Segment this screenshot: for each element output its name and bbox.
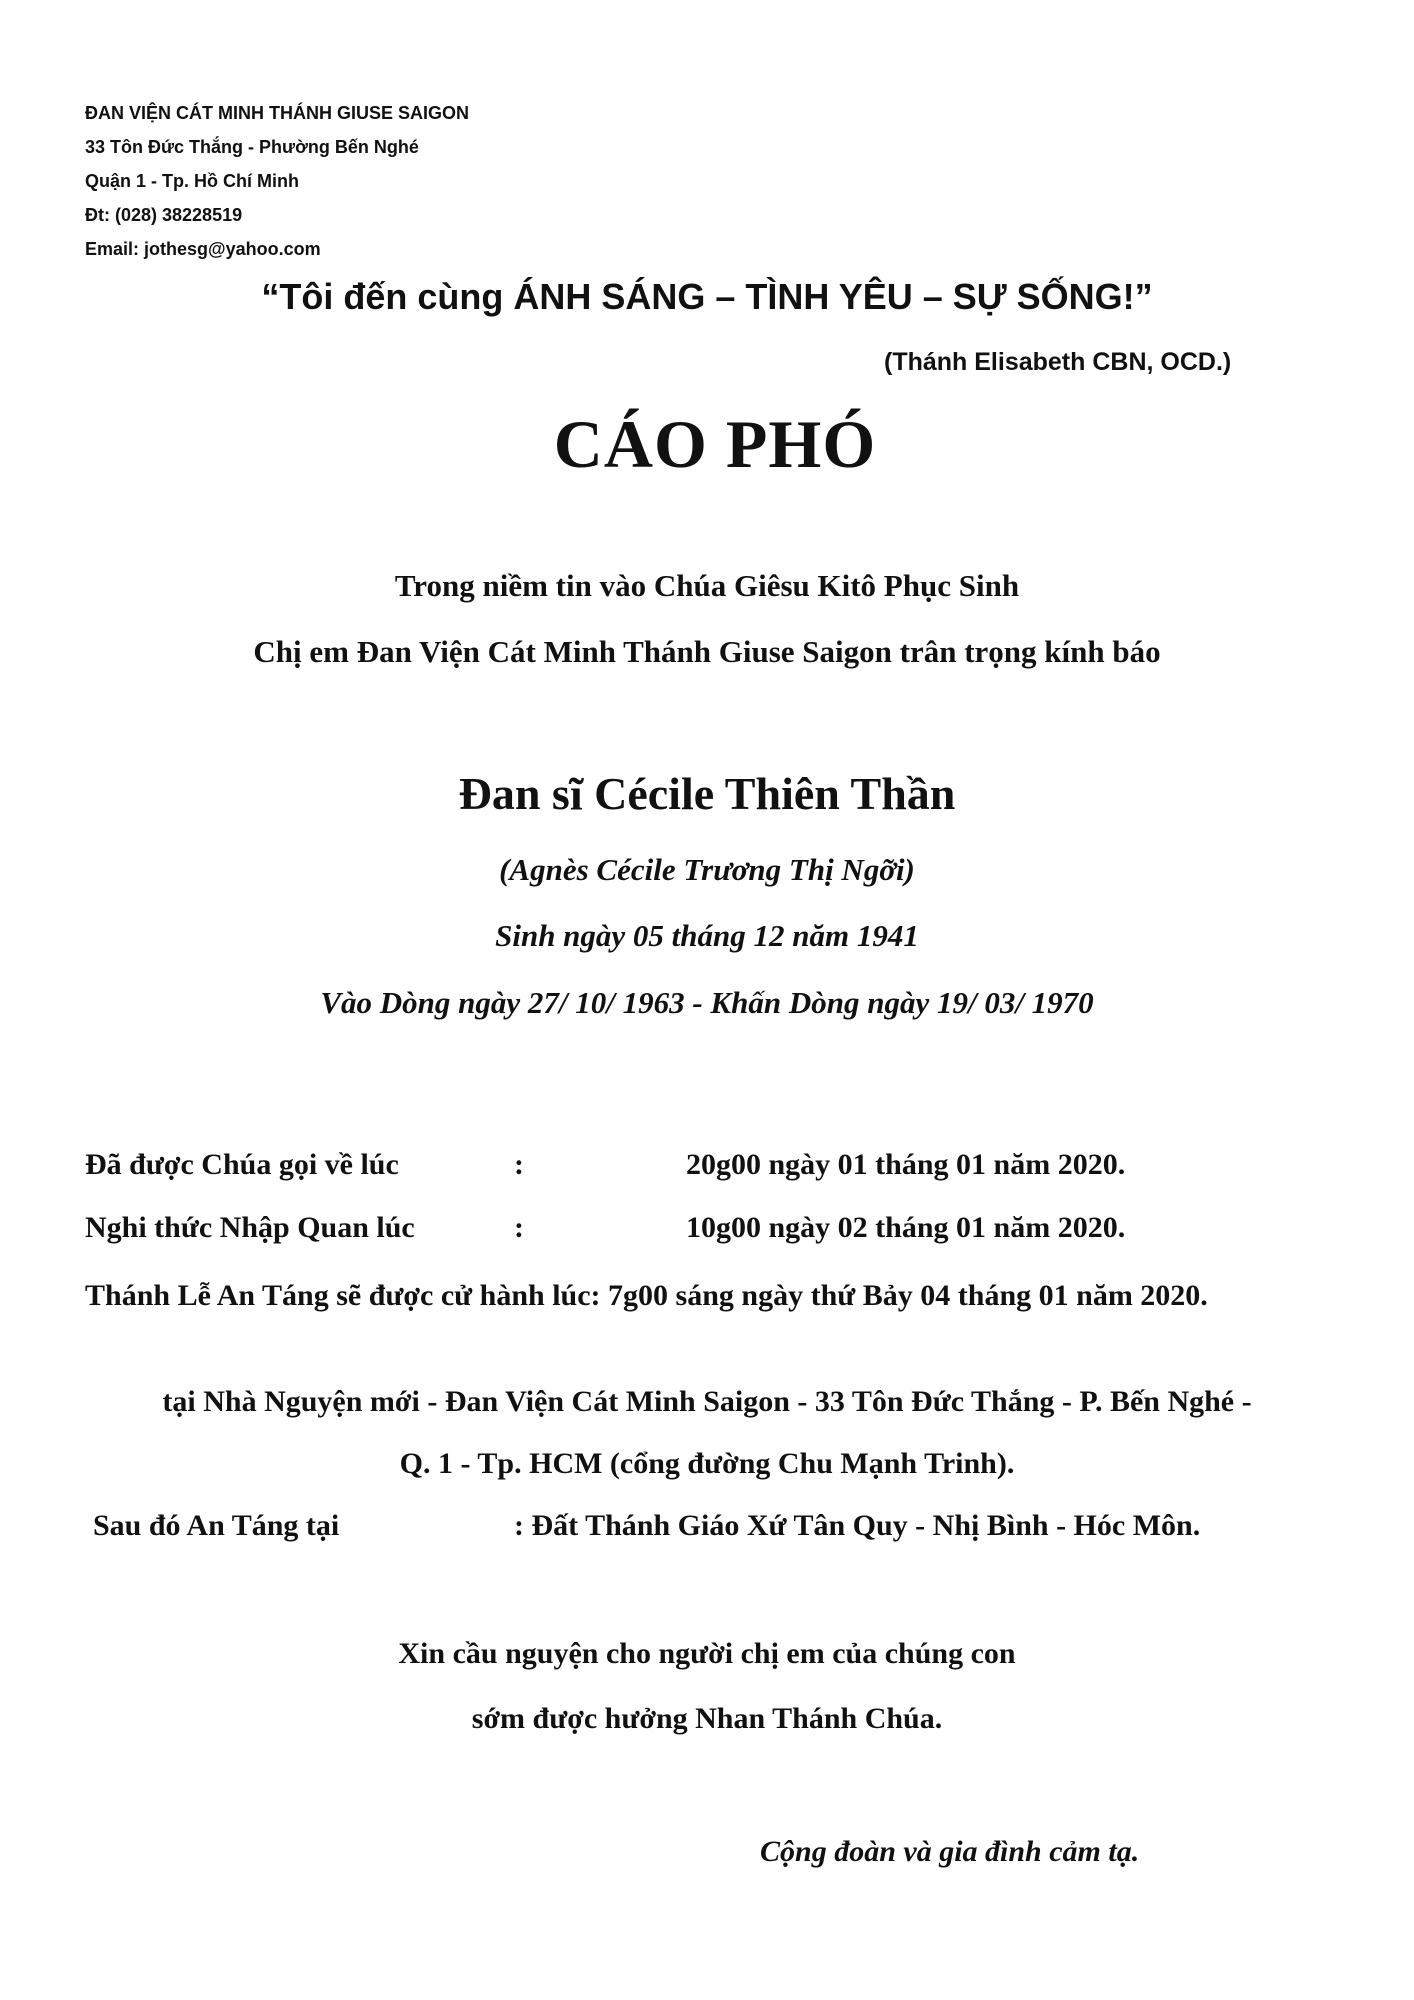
coffin-label: Nghi thức Nhập Quan lúc [85, 1211, 415, 1244]
monastery-name: ĐAN VIỆN CÁT MINH THÁNH GIUSE SAIGON [85, 103, 470, 123]
coffin-time: 10g00 ngày 02 tháng 01 năm 2020. [686, 1211, 1126, 1244]
phone-number: Đt: (028) 38228519 [85, 205, 243, 225]
mass-place-line-1: tại Nhà Nguyện mới - Đan Viện Cát Minh Saigon - 33 Tôn Đức Thắng - P. Bến Nghé - [162, 1385, 1252, 1418]
called-colon: : [514, 1148, 524, 1181]
intro-line-2: Chị em Đan Viện Cát Minh Thánh Giuse Saigon trân trọng kính báo [253, 634, 1161, 669]
email-address: Email: jothesg@yahoo.com [85, 239, 321, 259]
called-label: Đã được Chúa gọi về lúc [85, 1148, 399, 1181]
called-time: 20g00 ngày 01 tháng 01 năm 2020. [686, 1148, 1126, 1181]
vows-dates: Vào Dòng ngày 27/ 10/ 1963 - Khấn Dòng ngày 19/ 03/ 1970 [320, 985, 1094, 1020]
burial-place: : Đất Thánh Giáo Xứ Tân Quy - Nhị Bình - Hóc Môn. [514, 1509, 1201, 1542]
coffin-colon: : [514, 1211, 524, 1244]
closing-thanks: Cộng đoàn và gia đình cảm tạ. [760, 1835, 1140, 1868]
birth-name: (Agnès Cécile Trương Thị Ngỡi) [499, 852, 915, 887]
address-district: Quận 1 - Tp. Hồ Chí Minh [85, 171, 299, 191]
address-street: 33 Tôn Đức Thắng - Phường Bến Nghé [85, 137, 419, 157]
prayer-line-1: Xin cầu nguyện cho người chị em của chúng con [398, 1637, 1016, 1670]
motto-source: (Thánh Elisabeth CBN, OCD.) [884, 348, 1232, 376]
funeral-mass-time: Thánh Lễ An Táng sẽ được cử hành lúc: 7g00 sáng ngày thứ Bảy 04 tháng 01 năm 2020. [85, 1279, 1208, 1312]
deceased-name: Đan sĩ Cécile Thiên Thần [458, 768, 956, 819]
mass-place-line-2: Q. 1 - Tp. HCM (cổng đường Chu Mạnh Trinh). [399, 1447, 1015, 1480]
prayer-line-2: sớm được hưởng Nhan Thánh Chúa. [471, 1702, 943, 1735]
burial-label: Sau đó An Táng tại [93, 1509, 340, 1542]
intro-line-1: Trong niềm tin vào Chúa Giêsu Kitô Phục Sinh [394, 568, 1020, 603]
letterhead [85, 96, 469, 266]
birth-date: Sinh ngày 05 tháng 12 năm 1941 [495, 918, 919, 953]
page-title: CÁO PHÓ [553, 406, 877, 482]
motto-quote: “Tôi đến cùng ÁNH SÁNG – TÌNH YÊU – SỰ SỐNG!” [261, 276, 1153, 317]
